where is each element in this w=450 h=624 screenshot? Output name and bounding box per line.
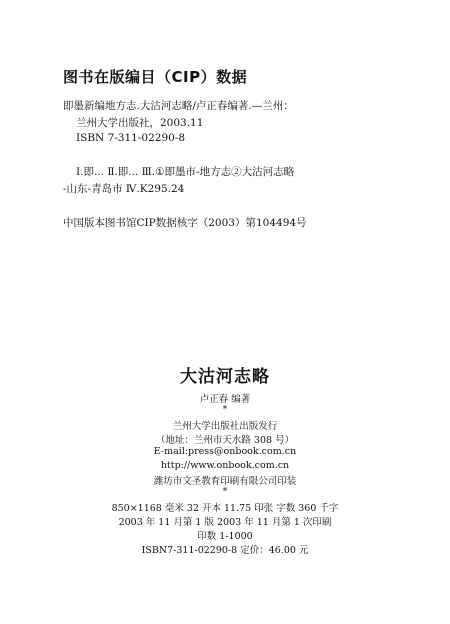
book-edition: 2003 年 11 月第 1 版 2003 年 11 月第 1 次印刷 — [118, 517, 332, 528]
book-author: 卢正春 编著 — [199, 394, 251, 405]
book-isbn-price: ISBN7-311-02290-8 定价：46.00 元 — [141, 545, 309, 556]
book-specs: 850×1168 毫米 32 开本 11.75 印张 字数 360 千字 — [111, 503, 339, 514]
cip-line-classification: -山东-青岛市 Ⅳ.K295.24 — [63, 183, 185, 195]
book-publisher: 兰州大学出版社出版发行 — [172, 421, 278, 432]
separator-star: * — [222, 405, 228, 415]
book-title: 大沽河志略 — [180, 367, 270, 387]
publisher-address: （地址：兰州市天水路 308 号） — [155, 435, 295, 446]
book-printer: 潍坊市文圣教育印刷有限公司印装 — [153, 476, 297, 487]
cip-line-title: 即墨新编地方志.大沽河志略/卢正春编著.—兰州： — [63, 100, 294, 112]
cip-line-subjects: Ⅰ.即... Ⅱ.即... Ⅲ.①即墨市-地方志②大沽河志略 — [76, 166, 295, 178]
book-print-run: 印数 1-1000 — [197, 531, 253, 542]
cip-line-record-number: 中国版本图书馆CIP数据核字（2003）第104494号 — [63, 217, 307, 229]
cip-heading: 图书在版编目（CIP）数据 — [63, 68, 248, 86]
separator-star: * — [222, 487, 228, 497]
cip-line-publisher: 兰州大学出版社，2003.11 — [76, 117, 204, 129]
cip-line-isbn: ISBN 7-311-02290-8 — [76, 132, 186, 144]
publisher-email: E-mail:press@onbook.com.cn — [153, 446, 297, 457]
publisher-website: http://www.onbook.com.cn — [160, 460, 290, 471]
